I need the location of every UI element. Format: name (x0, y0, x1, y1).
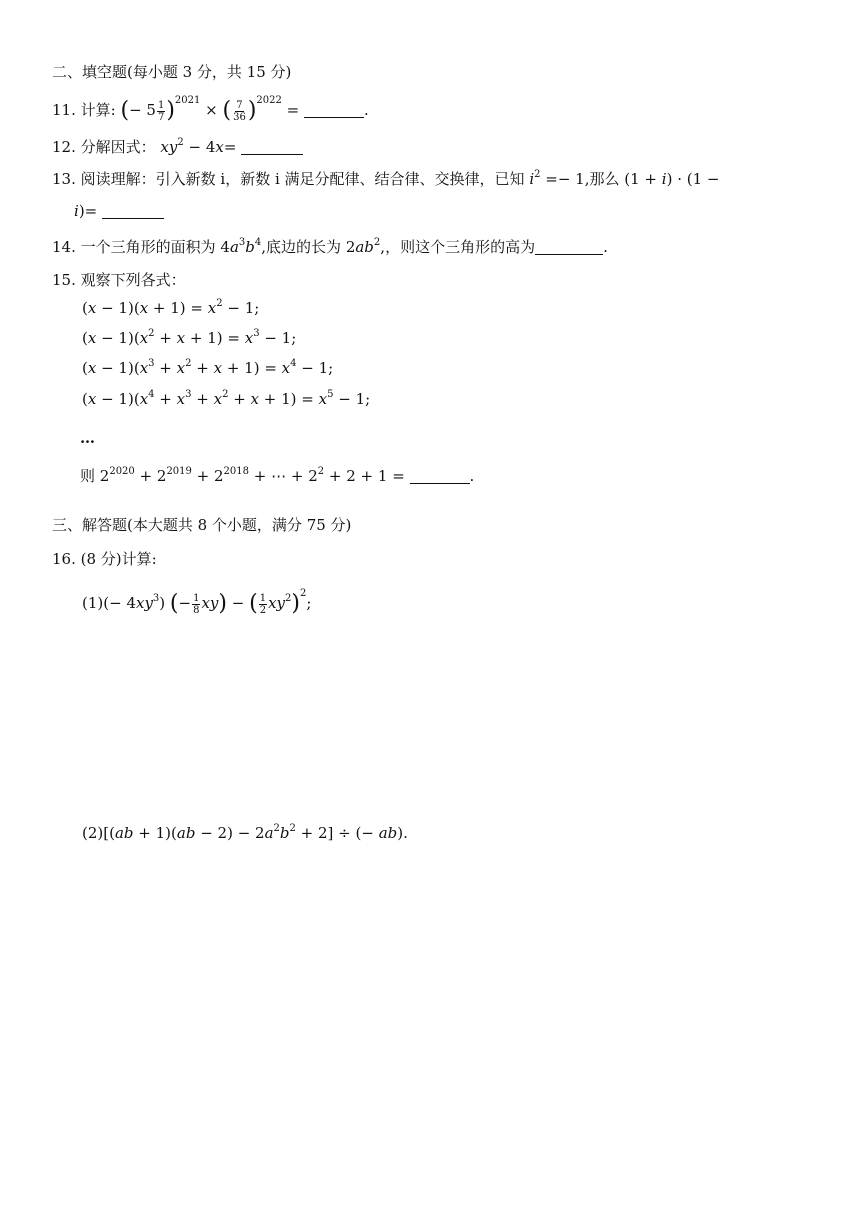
formula-row-1: $(x - 1)(x + 1) = x^2 - 1$; (82, 298, 260, 317)
answer-blank-15[interactable] (410, 469, 470, 484)
q11-label: 11. 计算: (52, 101, 116, 119)
q11-exp1: 2021 (174, 95, 201, 106)
section3-heading: 三、解答题(本大题共 8 个小题，满分 75 分) (52, 516, 352, 534)
question-12: 12. 分解因式： $xy^2 - 4x=$ (52, 137, 303, 157)
question-16-part1: $(1)(- 4xy^3)$ (− $\frac{1}{8}$ xy) − ( $\frac{1}{2}$ $xy^2)^2$; (82, 588, 312, 616)
q12-label: 12. 分解因式： (52, 138, 156, 156)
question-13-line1: 13. 阅读理解：引入新数 i，新数 i 满足分配律、结合律、交换律，已知 $i^2 =- 1$,那么 (1 + i) · (1 − (52, 169, 720, 188)
formula-row-4: $(x - 1)(x^4 + x^3 + x^2 + x + 1) = x^5 - 1$; (82, 389, 371, 408)
section2-heading: 二、填空题(每小题 3 分，共 15 分) (52, 63, 292, 81)
answer-blank-11[interactable] (304, 103, 364, 118)
question-11: 11. 计算: (− 5 $\frac{1}{7}$ )$^{2021}$ × ( $\frac{7}{36}$ )$^{2022}$ = . (52, 95, 369, 123)
q11-exp2: 2022 (256, 95, 282, 106)
ellipsis: … (80, 429, 95, 447)
answer-blank-13[interactable] (102, 204, 164, 219)
question-15-label: 15. 观察下列各式： (52, 271, 186, 289)
answer-blank-12[interactable] (241, 140, 303, 155)
question-15-sum: 则 $2^{2020} + 2^{2019} + 2^{2018}$ + ⋯ + $2^2 + 2 + 1$ = . (80, 466, 475, 485)
question-14: 14. 一个三角形的面积为 $4a^3b^4$,底边的长为 $2ab^2$,，则这个三角形的高为 . (52, 237, 608, 256)
question-16-part2: $(2)[(ab + 1)(ab - 2) - 2a^2b^2 + 2]$ ÷ (− ab). (82, 823, 408, 842)
formula-row-3: $(x - 1)(x^3 + x^2 + x + 1) = x^4 - 1$; (82, 358, 334, 377)
question-13-line2: i)= (74, 201, 164, 221)
answer-blank-14[interactable] (535, 240, 603, 255)
formula-row-2: $(x - 1)(x^2 + x + 1) = x^3 - 1$; (82, 328, 297, 347)
question-16-label: 16. (8 分)计算: (52, 550, 157, 568)
